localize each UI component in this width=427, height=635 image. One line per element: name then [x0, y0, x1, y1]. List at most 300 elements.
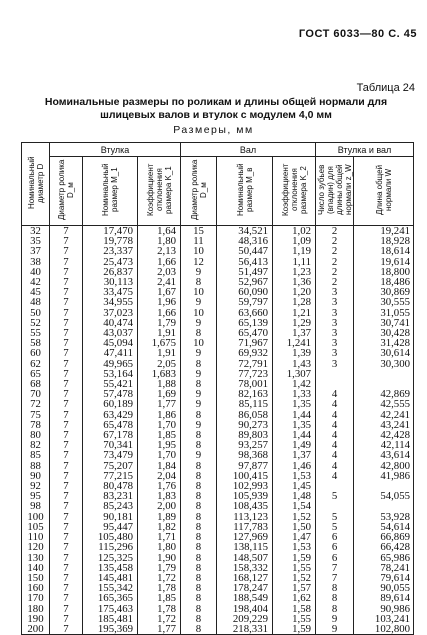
table-cell: 8 [181, 491, 217, 501]
table-cell: 18,486 [354, 277, 414, 287]
table-cell: 65,139 [217, 318, 273, 328]
table-row [22, 553, 414, 563]
table-cell: 105,480 [83, 532, 138, 542]
table-row [22, 338, 414, 348]
table-cell: 4 [316, 471, 354, 481]
table-cell: 90,181 [83, 512, 138, 522]
table-row [22, 389, 414, 399]
table-cell: 85,243 [83, 501, 138, 511]
table-cell: 138,115 [217, 542, 273, 552]
table-cell: 32 [22, 226, 50, 237]
table-cell: 1,09 [273, 236, 316, 246]
table-cell: 79,614 [354, 573, 414, 583]
table-cell: 8 [181, 593, 217, 603]
table-cell: 1,58 [273, 604, 316, 614]
table-cell: 19,241 [354, 226, 414, 237]
table-cell: 1,44 [273, 430, 316, 440]
table-cell: 18,928 [354, 236, 414, 246]
table-cell: 7 [50, 593, 83, 603]
table-cell: 1,72 [138, 573, 181, 583]
table-cell: 53,928 [354, 512, 414, 522]
table-cell: 7 [50, 491, 83, 501]
table-cell: 1,44 [273, 410, 316, 420]
table-cell: 70,341 [83, 440, 138, 450]
table-cell: 2 [316, 236, 354, 246]
table-cell: 1,80 [138, 236, 181, 246]
table-cell: 188,549 [217, 593, 273, 603]
table-cell: 7 [50, 512, 83, 522]
table-cell: 65,470 [217, 328, 273, 338]
table-cell: 63,429 [83, 410, 138, 420]
table-cell: 2,05 [138, 359, 181, 369]
table-row [22, 440, 414, 450]
table-cell: 30,555 [354, 297, 414, 307]
table-cell: 65,478 [83, 420, 138, 430]
table-cell: 8 [181, 481, 217, 491]
table-cell: 9 [181, 267, 217, 277]
table-cell: 1,52 [273, 573, 316, 583]
table-cell: 7 [50, 604, 83, 614]
table-cell: 75 [22, 410, 50, 420]
table-row [22, 236, 414, 246]
table-cell: 9 [181, 318, 217, 328]
table-cell: 95,447 [83, 522, 138, 532]
table-row [22, 379, 414, 389]
table-cell: 60,189 [83, 399, 138, 409]
table-cell: 1,23 [273, 267, 316, 277]
table-cell: 55,421 [83, 379, 138, 389]
table-cell: 59,797 [217, 297, 273, 307]
table-cell: 7 [50, 308, 83, 318]
table-row [22, 287, 414, 297]
header-nominal-size-mv: Номинальный размер M_в [217, 157, 273, 226]
table-cell: 9 [316, 614, 354, 624]
table-cell: 9 [181, 389, 217, 399]
table-cell: 73,479 [83, 450, 138, 460]
table-cell: 50,447 [217, 246, 273, 256]
table-cell: 8 [181, 379, 217, 389]
table-cell: 7 [50, 410, 83, 420]
table-cell: 72,791 [217, 359, 273, 369]
table-cell: 7 [50, 277, 83, 287]
table-cell: 77,215 [83, 471, 138, 481]
table-cell: 1,78 [138, 604, 181, 614]
table-cell: 4 [316, 450, 354, 460]
table-cell: 7 [50, 338, 83, 348]
table-cell: 19,614 [354, 257, 414, 267]
group-header-row [22, 143, 414, 157]
table-cell: 54,055 [354, 491, 414, 501]
table-row [22, 410, 414, 420]
table-cell: 150 [22, 573, 50, 583]
table-cell: 8 [181, 501, 217, 511]
table-cell: 70 [22, 389, 50, 399]
table-cell: 72 [22, 399, 50, 409]
table-units: Размеры, мм [173, 124, 254, 136]
table-row [22, 450, 414, 460]
table-cell: 1,59 [273, 553, 316, 563]
table-cell: 1,54 [273, 501, 316, 511]
table-cell: 1,02 [273, 226, 316, 237]
table-cell: 1,42 [273, 379, 316, 389]
table-cell: 78 [22, 420, 50, 430]
table-cell: 218,331 [217, 624, 273, 635]
table-cell: 80,478 [83, 481, 138, 491]
table-cell: 155,342 [83, 583, 138, 593]
table-cell: 7 [50, 614, 83, 624]
table-cell: 158,332 [217, 563, 273, 573]
table-cell: 1,20 [273, 287, 316, 297]
group-val: Вал [181, 143, 316, 157]
table-cell: 102,800 [354, 624, 414, 635]
table-cell: 1,67 [138, 287, 181, 297]
table-cell: 65 [22, 369, 50, 379]
group-vtulka: Втулка [50, 143, 181, 157]
table-cell: 66,428 [354, 542, 414, 552]
table-cell: 77,723 [217, 369, 273, 379]
data-table [21, 142, 414, 635]
table-row [22, 318, 414, 328]
table-cell: 30,300 [354, 359, 414, 369]
table-cell: 6 [316, 532, 354, 542]
table-cell: 8 [181, 614, 217, 624]
table-cell: 1,91 [138, 328, 181, 338]
table-cell: 45,094 [83, 338, 138, 348]
table-cell: 4 [316, 399, 354, 409]
table-cell: 47,411 [83, 348, 138, 358]
table-cell: 198,404 [217, 604, 273, 614]
table-cell: 6 [316, 542, 354, 552]
table-cell: 1,86 [138, 410, 181, 420]
table-cell: 2 [316, 246, 354, 256]
table-cell: 7 [50, 522, 83, 532]
table-cell: 90,273 [217, 420, 273, 430]
table-caption: Номинальные размеры по роликам и длины общей нормали для шлицевых валов и втулок с модулем 4,0 мм [44, 96, 388, 121]
table-cell: 10 [181, 287, 217, 297]
table-cell: 1,37 [273, 450, 316, 460]
table-cell: 1,48 [273, 491, 316, 501]
table-row [22, 614, 414, 624]
table-cell: 7 [50, 389, 83, 399]
table-container [21, 142, 414, 635]
table-cell: 8 [181, 624, 217, 635]
table-cell: 7 [50, 553, 83, 563]
table-cell: 1,77 [138, 624, 181, 635]
table-cell: 55 [22, 328, 50, 338]
table-cell: 1,85 [138, 430, 181, 440]
table-cell: 1,52 [273, 512, 316, 522]
table-cell: 8 [181, 542, 217, 552]
table-cell: 1,28 [273, 297, 316, 307]
table-cell: 1,85 [138, 593, 181, 603]
table-cell: 209,229 [217, 614, 273, 624]
table-cell: 31,055 [354, 308, 414, 318]
table-cell: 7 [50, 563, 83, 573]
table-cell: 54,614 [354, 522, 414, 532]
table-cell: 140 [22, 563, 50, 573]
table-cell: 7 [50, 267, 83, 277]
table-cell: 37 [22, 246, 50, 256]
table-cell: 7 [50, 573, 83, 583]
header-teeth-count: Число зубьев (впадин) для длины общей нормали z_W [316, 157, 354, 226]
table-cell: 127,969 [217, 532, 273, 542]
table-row [22, 430, 414, 440]
table-cell: 56,413 [217, 257, 273, 267]
table-cell: 1,82 [138, 522, 181, 532]
table-cell: 4 [316, 420, 354, 430]
table-row [22, 532, 414, 542]
table-cell: 92 [22, 481, 50, 491]
table-cell: 100 [22, 512, 50, 522]
table-cell: 1,64 [138, 226, 181, 237]
table-cell: 37,023 [83, 308, 138, 318]
table-cell: 85,115 [217, 399, 273, 409]
table-cell: 1,77 [138, 399, 181, 409]
table-row [22, 359, 414, 369]
header-roller-diameter-hub: Диаметр ролика D_м [50, 157, 83, 226]
table-cell: 90,986 [354, 604, 414, 614]
table-cell: 93,257 [217, 440, 273, 450]
table-cell: 1,66 [138, 257, 181, 267]
table-cell: 34,521 [217, 226, 273, 237]
table-cell: 4 [316, 461, 354, 471]
table-cell: 1,39 [273, 348, 316, 358]
table-cell: 1,69 [138, 389, 181, 399]
table-cell: 78,001 [217, 379, 273, 389]
table-cell: 25,473 [83, 257, 138, 267]
table-cell: 7 [50, 318, 83, 328]
table-cell: 4 [316, 430, 354, 440]
table-cell: 8 [316, 593, 354, 603]
table-cell: 12 [181, 257, 217, 267]
table-cell: 62 [22, 359, 50, 369]
table-cell: 7 [50, 287, 83, 297]
table-cell: 105 [22, 522, 50, 532]
table-cell: 30,113 [83, 277, 138, 287]
table-cell: 7 [50, 359, 83, 369]
table-cell: 60 [22, 348, 50, 358]
table-cell: 88 [22, 461, 50, 471]
table-cell: 30,741 [354, 318, 414, 328]
table-cell: 34,955 [83, 297, 138, 307]
table-cell: 7 [50, 471, 83, 481]
table-cell: 10 [181, 338, 217, 348]
table-cell: 7 [316, 573, 354, 583]
table-cell: 102,993 [217, 481, 273, 491]
table-cell: 2 [316, 226, 354, 237]
table-cell: 18,800 [354, 267, 414, 277]
table-cell: 1,57 [273, 583, 316, 593]
table-cell: 1,675 [138, 338, 181, 348]
table-cell: 17,470 [83, 226, 138, 237]
table-row [22, 369, 414, 379]
table-cell: 7 [50, 501, 83, 511]
table-cell: 190 [22, 614, 50, 624]
table-cell: 2 [316, 267, 354, 277]
table-row [22, 604, 414, 614]
table-cell: 90,055 [354, 583, 414, 593]
header-coefficient-k1: Коэффициент отклонения размера K_1 [138, 157, 181, 226]
table-cell: 8 [181, 604, 217, 614]
table-cell: 8 [181, 359, 217, 369]
table-cell: 8 [181, 583, 217, 593]
table-cell: 8 [181, 440, 217, 450]
table-cell: 125,325 [83, 553, 138, 563]
table-cell: 7 [316, 563, 354, 573]
table-cell: 3 [316, 318, 354, 328]
table-cell: 117,783 [217, 522, 273, 532]
table-cell: 95 [22, 491, 50, 501]
table-cell: 200 [22, 624, 50, 635]
table-cell: 30,869 [354, 287, 414, 297]
table-cell: 42,114 [354, 440, 414, 450]
table-cell [316, 369, 354, 379]
table-cell: 9 [181, 420, 217, 430]
table-cell: 1,36 [273, 277, 316, 287]
table-row [22, 277, 414, 287]
table-cell: 7 [50, 246, 83, 256]
table-cell: 49,965 [83, 359, 138, 369]
table-cell: 170 [22, 593, 50, 603]
table-cell: 1,88 [138, 379, 181, 389]
table-cell: 1,90 [138, 553, 181, 563]
table-cell: 105,939 [217, 491, 273, 501]
table-cell: 51,497 [217, 267, 273, 277]
table-row [22, 471, 414, 481]
table-cell: 1,70 [138, 420, 181, 430]
header-nominal-diameter: Номинальный диаметр D [22, 143, 50, 226]
table-cell: 48 [22, 297, 50, 307]
table-cell: 33,475 [83, 287, 138, 297]
table-cell: 2,00 [138, 501, 181, 511]
table-cell: 178,247 [217, 583, 273, 593]
table-cell: 43,614 [354, 450, 414, 460]
table-cell: 1,91 [138, 348, 181, 358]
table-cell: 1,50 [273, 522, 316, 532]
table-cell: 168,127 [217, 573, 273, 583]
table-cell: 1,55 [273, 563, 316, 573]
table-cell: 113,123 [217, 512, 273, 522]
table-label: Таблица 24 [356, 82, 415, 94]
table-cell: 1,71 [138, 532, 181, 542]
table-cell: 2,04 [138, 471, 181, 481]
table-cell: 8 [181, 532, 217, 542]
table-row [22, 267, 414, 277]
table-cell: 63,660 [217, 308, 273, 318]
table-cell: 1,53 [273, 471, 316, 481]
table-cell: 8 [181, 277, 217, 287]
table-cell: 135,458 [83, 563, 138, 573]
table-cell: 8 [316, 583, 354, 593]
table-cell: 1,80 [138, 542, 181, 552]
table-cell: 5 [316, 522, 354, 532]
table-cell: 7 [50, 461, 83, 471]
table-row [22, 481, 414, 491]
table-cell: 9 [181, 369, 217, 379]
table-cell: 1,43 [273, 359, 316, 369]
table-cell: 7 [50, 532, 83, 542]
table-cell: 7 [50, 583, 83, 593]
table-cell: 9 [181, 399, 217, 409]
table-cell: 57,478 [83, 389, 138, 399]
table-cell: 7 [50, 420, 83, 430]
table-cell: 1,11 [273, 257, 316, 267]
table-cell: 66,869 [354, 532, 414, 542]
table-cell: 1,62 [273, 593, 316, 603]
table-cell: 195,369 [83, 624, 138, 635]
table-cell: 4 [316, 389, 354, 399]
table-cell: 148,507 [217, 553, 273, 563]
table-cell: 82,163 [217, 389, 273, 399]
table-row [22, 491, 414, 501]
table-row [22, 461, 414, 471]
table-cell: 1,95 [138, 440, 181, 450]
table-row [22, 348, 414, 358]
header-nominal-size-m1: Номинальный размер M_1 [83, 157, 138, 226]
table-cell: 1,49 [273, 440, 316, 450]
table-cell: 100,415 [217, 471, 273, 481]
table-cell: 40,474 [83, 318, 138, 328]
table-cell: 1,66 [138, 308, 181, 318]
table-cell: 6 [316, 553, 354, 563]
table-cell: 1,89 [138, 512, 181, 522]
table-cell: 85 [22, 450, 50, 460]
table-row [22, 512, 414, 522]
table-row [22, 257, 414, 267]
table-cell: 45 [22, 287, 50, 297]
header-common-normal-length: Длина общей нормали W [354, 157, 414, 226]
table-cell: 103,241 [354, 614, 414, 624]
table-cell: 15 [181, 226, 217, 237]
table-cell: 7 [50, 430, 83, 440]
table-row [22, 501, 414, 511]
table-cell: 9 [181, 348, 217, 358]
table-cell: 175,463 [83, 604, 138, 614]
table-cell: 7 [50, 624, 83, 635]
table-cell: 35 [22, 236, 50, 246]
table-cell: 8 [181, 410, 217, 420]
table-cell: 43,037 [83, 328, 138, 338]
table-cell: 75,207 [83, 461, 138, 471]
table-cell: 40 [22, 267, 50, 277]
table-cell: 8 [181, 573, 217, 583]
table-cell: 1,96 [138, 297, 181, 307]
table-cell: 1,35 [273, 399, 316, 409]
table-cell: 89,803 [217, 430, 273, 440]
table-cell: 98 [22, 501, 50, 511]
table-cell: 69,932 [217, 348, 273, 358]
table-cell: 7 [50, 297, 83, 307]
group-vtulka-i-val: Втулка и вал [316, 143, 414, 157]
table-cell: 7 [50, 399, 83, 409]
table-cell: 3 [316, 287, 354, 297]
table-cell: 4 [316, 410, 354, 420]
table-cell: 7 [50, 542, 83, 552]
table-cell: 41,986 [354, 471, 414, 481]
table-cell: 2,41 [138, 277, 181, 287]
table-cell: 5 [316, 491, 354, 501]
table-cell: 89,614 [354, 593, 414, 603]
table-cell: 3 [316, 328, 354, 338]
table-cell: 26,837 [83, 267, 138, 277]
table-cell: 1,46 [273, 461, 316, 471]
table-cell: 68 [22, 379, 50, 389]
table-cell: 165,365 [83, 593, 138, 603]
table-row [22, 297, 414, 307]
table-cell: 1,47 [273, 532, 316, 542]
table-cell: 9 [181, 450, 217, 460]
table-cell [354, 369, 414, 379]
